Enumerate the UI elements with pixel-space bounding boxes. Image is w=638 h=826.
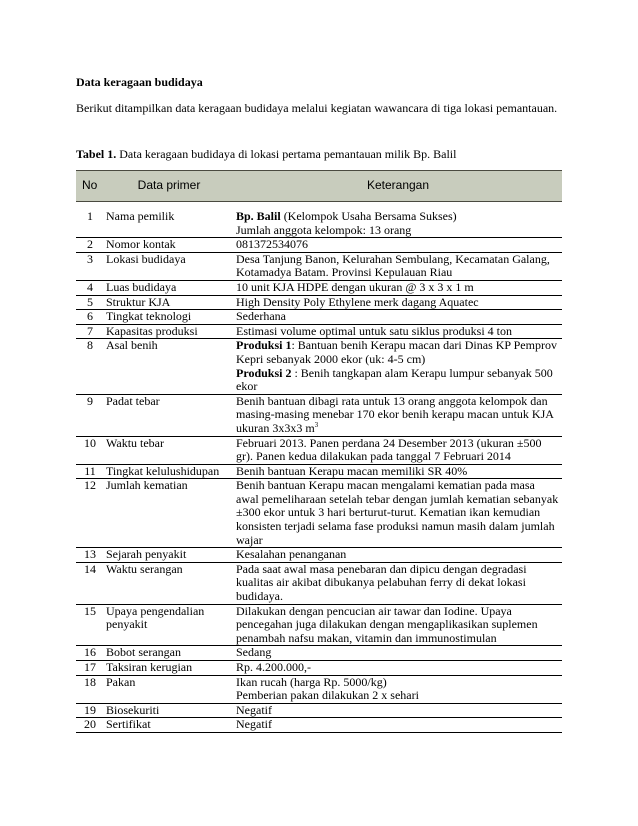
row-number: 8: [76, 339, 104, 394]
keterangan-text: Ikan rucah (harga Rp. 5000/kg): [236, 674, 387, 689]
intro-paragraph: Berikut ditampilkan data keragaan budidaya melalui kegiatan wawancara di tiga lokasi pemantauan.: [76, 101, 558, 115]
keterangan-text: 081372534076: [236, 237, 308, 252]
header-keterangan: Keterangan: [234, 171, 562, 202]
keterangan-text: : Benih tangkapan alam Kerapu lumpur sebanyak 500 ekor: [236, 365, 553, 394]
keterangan-text: Jumlah anggota kelompok: 13 orang: [236, 222, 412, 237]
row-number: 10: [76, 436, 104, 464]
table-row: [76, 464, 562, 479]
row-label: Struktur KJA: [104, 295, 234, 310]
row-keterangan: [234, 718, 562, 733]
row-number: 5: [76, 295, 104, 310]
row-keterangan: [234, 703, 562, 718]
row-number: 16: [76, 646, 104, 661]
row-number: 4: [76, 280, 104, 295]
row-keterangan: [234, 464, 562, 479]
row-number: 7: [76, 324, 104, 339]
table-row: [76, 436, 562, 464]
row-number: 18: [76, 675, 104, 703]
row-number: 6: [76, 310, 104, 325]
row-label: Waktu tebar: [104, 436, 234, 464]
table-row: [76, 394, 562, 436]
row-keterangan: [234, 661, 562, 676]
row-keterangan: [234, 436, 562, 464]
table-caption: [76, 147, 456, 162]
row-keterangan: [234, 324, 562, 339]
header-no: No: [76, 171, 104, 202]
row-label: Tingkat teknologi: [104, 310, 234, 325]
table-body: [76, 202, 562, 733]
row-keterangan: [234, 548, 562, 563]
table-row: [76, 661, 562, 676]
keterangan-text: Sedang: [236, 645, 272, 660]
table-row: [76, 646, 562, 661]
keterangan-text: Benih bantuan Kerapu macan mengalami kematian pada masa awal pemeliharaan setelah tebar dengan jumlah kematian sebanyak ±300 ekor untuk 3 hari berturut-turut. Kematian ikan kemudian konsisten terjadi selama fase produksi namun masih dalam jumlah wajar: [236, 478, 559, 547]
row-label: Biosekuriti: [104, 703, 234, 718]
table-row: [76, 703, 562, 718]
row-label: Asal benih: [104, 339, 234, 394]
section-heading: Data keragaan budidaya: [76, 75, 203, 89]
row-keterangan: [234, 252, 562, 280]
caption-label: Tabel 1.: [76, 147, 117, 161]
keterangan-text: : Bantuan benih Kerapu macan dari Dinas KP Pemprov Kepri sebanyak 2000 ekor (uk: 4-5 cm): [236, 338, 557, 366]
keterangan-bold: Produksi 2: [236, 365, 292, 380]
keterangan-bold: Bp. Balil: [236, 209, 281, 223]
keterangan-text: Desa Tanjung Banon, Kelurahan Sembulang, Kecamatan Galang, Kotamadya Batam. Provinsi Kepulauan Riau: [236, 251, 550, 280]
row-label: Nomor kontak: [104, 238, 234, 253]
keterangan-text: Sederhana: [236, 309, 286, 324]
row-label: Lokasi budidaya: [104, 252, 234, 280]
row-label: Bobot serangan: [104, 646, 234, 661]
table-row: [76, 604, 562, 646]
keterangan-text: Dilakukan dengan pencucian air tawar dan Iodine. Upaya pencegahan juga dilakukan dengan mengaplikasikan suplemen penambah nafsu makan, vitamin dan immunostimulan: [236, 603, 538, 645]
row-keterangan: [234, 310, 562, 325]
row-keterangan: [234, 479, 562, 548]
keterangan-text: Rp. 4.200.000,-: [236, 660, 311, 674]
keterangan-superscript: 3: [314, 420, 319, 429]
keterangan-text: Kesalahan penanganan: [236, 547, 347, 562]
row-number: 3: [76, 252, 104, 280]
row-label: Taksiran kerugian: [104, 661, 234, 676]
table-header-row: [76, 171, 562, 202]
row-keterangan: [234, 295, 562, 310]
row-keterangan: [234, 675, 562, 703]
row-label: Kapasitas produksi: [104, 324, 234, 339]
table-row: [76, 252, 562, 280]
row-keterangan: [234, 210, 562, 238]
row-label: Luas budidaya: [104, 280, 234, 295]
row-number: 1: [76, 210, 104, 238]
table-row: [76, 339, 562, 394]
row-number: 9: [76, 394, 104, 436]
table-row: [76, 718, 562, 733]
table-row: [76, 238, 562, 253]
table-row: [76, 310, 562, 325]
table-row: [76, 548, 562, 563]
row-keterangan: [234, 394, 562, 436]
row-label: Upaya pengendalian penyakit: [104, 604, 234, 646]
row-label: Tingkat kelulushidupan: [104, 464, 234, 479]
row-number: 14: [76, 562, 104, 604]
row-number: 12: [76, 479, 104, 548]
caption-text: Data keragaan budidaya di lokasi pertama pemantauan milik Bp. Balil: [116, 147, 457, 161]
row-number: 2: [76, 238, 104, 253]
keterangan-text: 10 unit KJA HDPE dengan ukuran @ 3 x 3 x 1 m: [236, 279, 474, 294]
keterangan-text: Februari 2013. Panen perdana 24 Desember 2013 (ukuran ±500 gr). Panen kedua dilakukan pada tanggal 7 Februari 2014: [236, 435, 542, 464]
row-keterangan: [234, 562, 562, 604]
row-number: 20: [76, 718, 104, 733]
keterangan-text: Estimasi volume optimal untuk satu siklus produksi 4 ton: [236, 323, 512, 338]
row-number: 19: [76, 703, 104, 718]
row-label: Waktu serangan: [104, 562, 234, 604]
table-row: [76, 324, 562, 339]
row-number: 17: [76, 661, 104, 676]
row-label: Jumlah kematian: [104, 479, 234, 548]
row-keterangan: [234, 280, 562, 295]
keterangan-text: Benih bantuan Kerapu macan memiliki SR 40%: [236, 463, 468, 478]
header-data-primer: Data primer: [104, 171, 234, 202]
row-keterangan: [234, 646, 562, 661]
keterangan-text: Benih bantuan dibagi rata untuk 13 orang anggota kelompok dan masing-masing menebar 170 ekor benih kerapu macan untuk KJA ukuran 3x3x3 m: [236, 393, 554, 435]
keterangan-text: (Kelompok Usaha Bersama Sukses): [280, 209, 457, 223]
keterangan-bold: Produksi 1: [236, 338, 292, 353]
row-number: 15: [76, 604, 104, 646]
row-keterangan: [234, 238, 562, 253]
table-row: [76, 295, 562, 310]
row-label: Nama pemilik: [104, 210, 234, 238]
row-keterangan: [234, 604, 562, 646]
keterangan-text: Pada saat awal masa penebaran dan dipicu dengan degradasi kualitas air akibat dibukanya pelabuhan ferry di dekat lokasi budidaya.: [236, 561, 527, 604]
row-number: 11: [76, 464, 104, 479]
table-row: [76, 210, 562, 238]
row-label: Sejarah penyakit: [104, 548, 234, 563]
keterangan-text: Pemberian pakan dilakukan 2 x sehari: [236, 688, 419, 703]
table-row: [76, 280, 562, 295]
keterangan-text: Negatif: [236, 717, 272, 732]
row-keterangan: [234, 339, 562, 394]
row-number: 13: [76, 548, 104, 563]
table-row: [76, 562, 562, 604]
keterangan-text: High Density Poly Ethylene merk dagang Aquatec: [236, 294, 479, 309]
data-table: [76, 170, 562, 733]
table-row: [76, 479, 562, 548]
row-label: Sertifikat: [104, 718, 234, 733]
keterangan-text: Negatif: [236, 702, 272, 717]
row-label: Pakan: [104, 675, 234, 703]
row-label: Padat tebar: [104, 394, 234, 436]
table-row: [76, 675, 562, 703]
